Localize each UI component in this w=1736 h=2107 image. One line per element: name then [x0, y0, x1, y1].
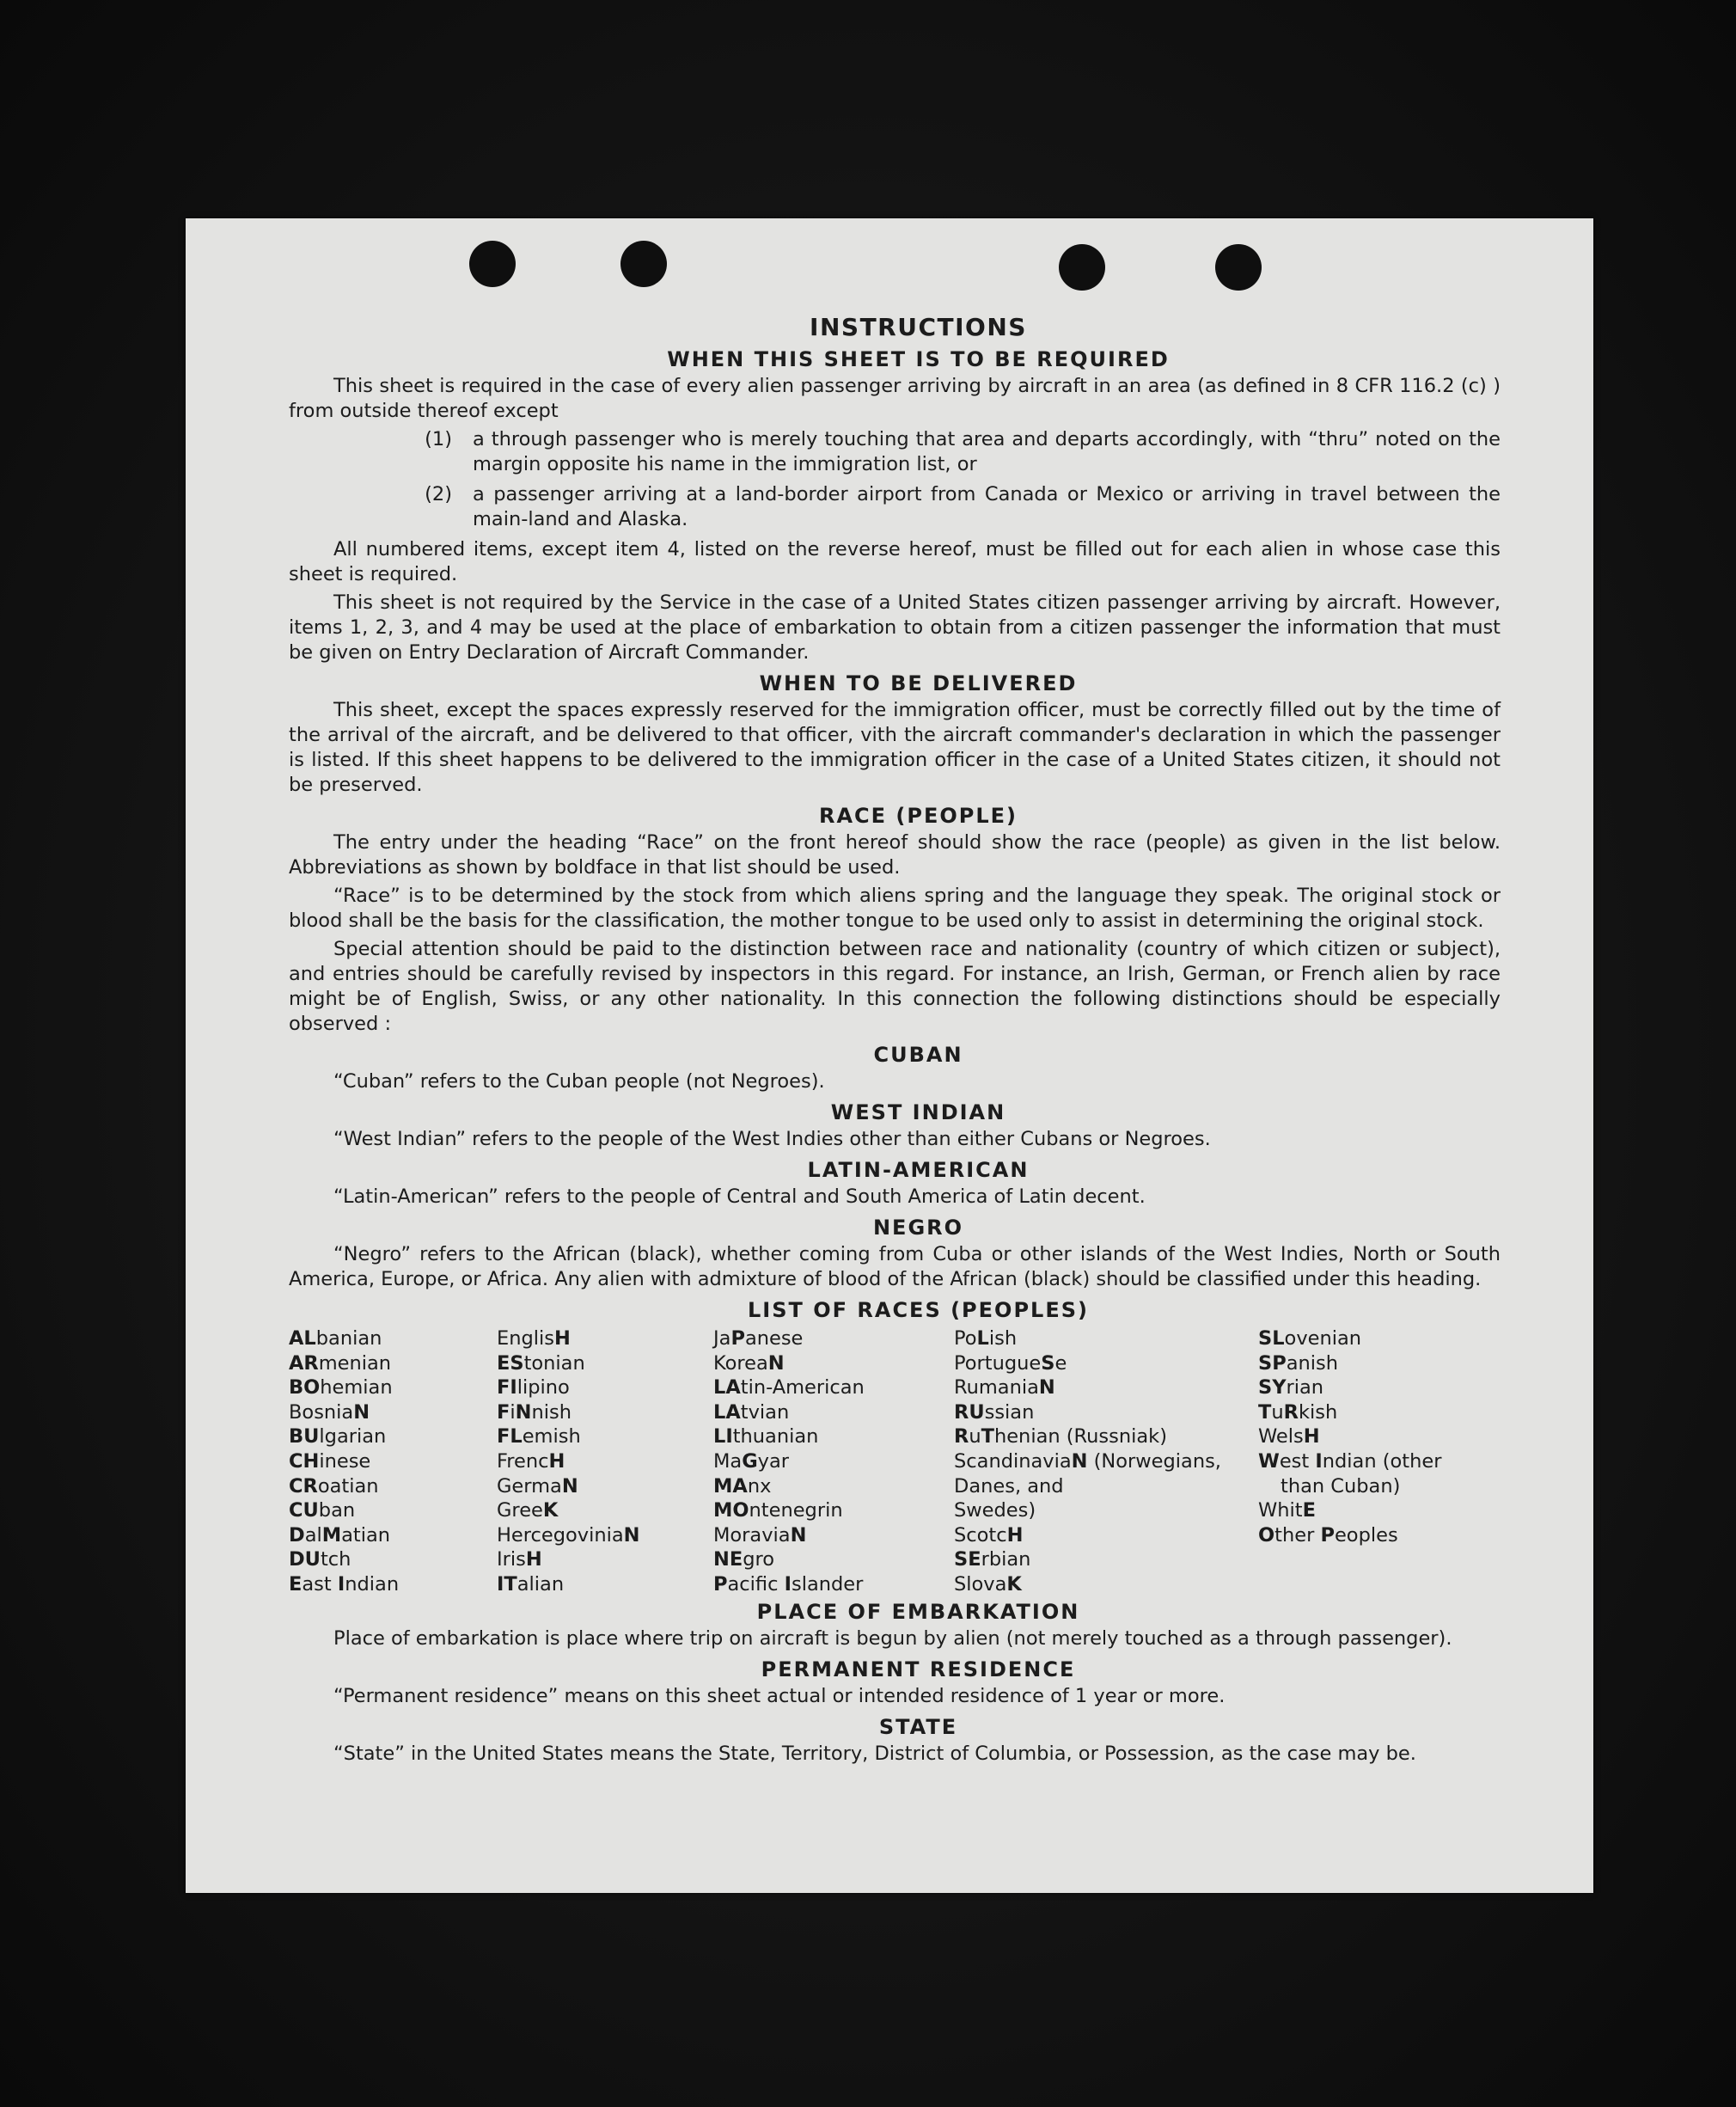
race-abbrev: G — [742, 1449, 758, 1473]
race-text: anese — [744, 1327, 804, 1350]
latin-american-text: “Latin-American” refers to the people of Central and South America of Latin decent. — [333, 1185, 1146, 1208]
race-text: Danes, and — [954, 1474, 1064, 1498]
race-entry — [289, 1474, 497, 1499]
race-abbrev: N — [767, 1351, 785, 1375]
race-text: e — [1054, 1351, 1067, 1375]
race-text: banian — [315, 1327, 382, 1350]
race-abbrev: FL — [497, 1425, 523, 1449]
race-abbrev: ES — [497, 1351, 524, 1375]
race-abbrev: P — [730, 1327, 745, 1350]
item-text: a passenger arriving at a land-border airport from Canada or Mexico or arriving in travel between the main-land and Alaska. — [473, 483, 1501, 530]
race-entry — [1258, 1498, 1501, 1523]
race-entry — [954, 1351, 1258, 1376]
race-text: (Norwegians, — [1087, 1449, 1221, 1473]
race-entry — [497, 1498, 713, 1523]
race-text: inese — [319, 1449, 371, 1473]
race-text: Gree — [497, 1499, 543, 1522]
race-abbrev: SE — [954, 1548, 981, 1571]
race-text: thuanian — [732, 1425, 819, 1449]
heading-list-of-races: LIST OF RACES (PEOPLES) — [748, 1298, 1089, 1322]
race-abbrev: N — [353, 1400, 370, 1424]
heading-when-delivered: WHEN TO BE DELIVERED — [759, 671, 1078, 695]
race-text: slander — [791, 1572, 864, 1596]
race-entry — [713, 1572, 954, 1597]
race-text: est — [1279, 1449, 1316, 1473]
heading-cuban: CUBAN — [873, 1043, 963, 1067]
race-abbrev: E — [1302, 1499, 1316, 1522]
race-text: u — [969, 1425, 981, 1449]
race-abbrev: K — [1006, 1572, 1022, 1596]
instructions-content — [289, 315, 1501, 1770]
race-abbrev: AR — [289, 1351, 319, 1375]
heading-latin-american: LATIN-AMERICAN — [807, 1158, 1030, 1182]
race-abbrev: R — [1283, 1400, 1299, 1424]
race-text: ndian (other — [1322, 1449, 1442, 1473]
race-entry — [289, 1572, 497, 1597]
race-text: emish — [522, 1425, 581, 1449]
race-abbrev: SY — [1258, 1376, 1287, 1400]
race-abbrev: N — [1071, 1449, 1088, 1473]
race-abbrev: N — [623, 1523, 640, 1547]
race-text: ish — [988, 1327, 1018, 1350]
race-text: atian — [341, 1523, 391, 1547]
race-text: Portugue — [954, 1351, 1042, 1375]
race-abbrev: LA — [713, 1400, 741, 1424]
race-para-3: Special attention should be paid to the distinction between race and nationality (country of which citizen or subject), and entries should be carefully revised by inspectors in this regard. For instance, an Irish, German, or French alien by race might be of English, Swiss, or any other nationality. In this connection the following distinctions should be especially observed : — [289, 938, 1501, 1035]
item-number: (1) — [425, 428, 452, 450]
race-text: Frenc — [497, 1449, 549, 1473]
race-text: nish — [531, 1400, 572, 1424]
race-abbrev: R — [954, 1425, 969, 1449]
race-abbrev: AL — [289, 1327, 316, 1350]
heading-negro: NEGRO — [872, 1216, 964, 1240]
race-text: tvian — [740, 1400, 790, 1424]
race-entry — [954, 1400, 1258, 1425]
punch-hole-1 — [469, 241, 516, 287]
race-abbrev: I — [1315, 1449, 1323, 1473]
embarkation-text: Place of embarkation is place where trip on aircraft is begun by alien (not merely touched as a through passenger). — [333, 1626, 1452, 1650]
race-abbrev: W — [1258, 1449, 1280, 1473]
race-text: u — [1271, 1400, 1284, 1424]
race-entry — [713, 1498, 954, 1523]
race-text: kish — [1298, 1400, 1338, 1424]
race-text: Whit — [1258, 1499, 1303, 1522]
race-entry — [1258, 1523, 1501, 1548]
state-text: “State” in the United States means the State, Territory, District of Columbia, or Possession, as the case may be. — [333, 1742, 1416, 1765]
race-abbrev: M — [321, 1523, 342, 1547]
race-entry — [954, 1326, 1258, 1351]
race-entry — [713, 1351, 954, 1376]
race-text: Ja — [713, 1327, 731, 1350]
race-entry — [1258, 1351, 1501, 1376]
exception-item-1 — [289, 427, 1501, 477]
race-entry — [289, 1400, 497, 1425]
item-number: (2) — [425, 483, 452, 505]
west-indian-text: “West Indian” refers to the people of the West Indies other than either Cubans or Negroes. — [333, 1128, 1211, 1150]
race-text: Slova — [954, 1572, 1007, 1596]
race-abbrev: S — [1041, 1351, 1055, 1375]
race-text: alian — [517, 1572, 565, 1596]
race-abbrev: DU — [289, 1548, 321, 1571]
heading-when-required: WHEN THIS SHEET IS TO BE REQUIRED — [667, 347, 1170, 371]
race-entry — [954, 1375, 1258, 1400]
races-column-1 — [289, 1326, 497, 1597]
race-text: ssian — [984, 1400, 1035, 1424]
race-abbrev: L — [976, 1327, 989, 1350]
race-abbrev: CU — [289, 1499, 319, 1522]
race-abbrev: H — [1303, 1425, 1320, 1449]
race-abbrev: LA — [713, 1376, 741, 1400]
race-entry — [497, 1351, 713, 1376]
race-text: Moravia — [713, 1523, 791, 1547]
punch-hole-2 — [620, 241, 667, 287]
punch-hole-3 — [1059, 244, 1105, 291]
race-text: tin-American — [740, 1376, 865, 1400]
race-entry — [289, 1424, 497, 1449]
race-text: Wels — [1258, 1425, 1304, 1449]
race-abbrev: FI — [497, 1376, 517, 1400]
race-abbrev: K — [542, 1499, 559, 1522]
race-text: ther — [1274, 1523, 1321, 1547]
instruction-sheet — [186, 218, 1593, 1893]
race-entry — [497, 1400, 713, 1425]
race-text: tch — [320, 1548, 351, 1571]
race-entry — [289, 1326, 497, 1351]
race-entry — [713, 1424, 954, 1449]
race-text: Hercegovinia — [497, 1523, 624, 1547]
race-entry — [954, 1449, 1258, 1474]
residence-text: “Permanent residence” means on this sheet actual or intended residence of 1 year or more. — [333, 1684, 1226, 1707]
race-text: tonian — [523, 1351, 585, 1375]
races-column-5 — [1258, 1326, 1501, 1597]
race-entry — [497, 1572, 713, 1597]
cuban-text: “Cuban” refers to the Cuban people (not Negroes). — [333, 1070, 825, 1093]
race-abbrev: SL — [1258, 1327, 1285, 1350]
race-entry — [954, 1547, 1258, 1572]
race-entry — [713, 1449, 954, 1474]
race-abbrev: RU — [954, 1400, 985, 1424]
races-column-2 — [497, 1326, 713, 1597]
race-text: Englis — [497, 1327, 554, 1350]
race-text: yar — [757, 1449, 790, 1473]
when-required-para-3: This sheet is not required by the Service in the case of a United States citizen passenger arriving by aircraft. However, items 1, 2, 3, and 4 may be used at the place of embarkation to obtain from a citizen passenger the information that must be given on Entry Declaration of Aircraft Commander. — [289, 591, 1501, 664]
race-entry — [713, 1326, 954, 1351]
race-entry — [713, 1547, 954, 1572]
race-abbrev: E — [289, 1572, 303, 1596]
race-abbrev: D — [289, 1523, 305, 1547]
race-entry — [497, 1547, 713, 1572]
race-text: Swedes) — [954, 1499, 1036, 1522]
race-entry — [497, 1375, 713, 1400]
page-title: INSTRUCTIONS — [810, 313, 1027, 341]
negro-text: “Negro” refers to the African (black), whether coming from Cuba or other islands of the West Indies, North or South America, Europe, or Africa. Any alien with admixture of blood of the African (black) should be classified under this heading. — [289, 1243, 1501, 1290]
race-text: nx — [747, 1474, 772, 1498]
race-abbrev: O — [1258, 1523, 1275, 1547]
race-text: Scandinavia — [954, 1449, 1072, 1473]
race-text: ntenegrin — [749, 1499, 843, 1522]
race-entry — [497, 1474, 713, 1499]
race-text: Korea — [713, 1351, 768, 1375]
race-abbrev: P — [1320, 1523, 1335, 1547]
punch-hole-4 — [1215, 244, 1262, 291]
race-text: ndian — [345, 1572, 400, 1596]
race-abbrev: IT — [497, 1572, 517, 1596]
race-abbrev: H — [553, 1327, 571, 1350]
race-abbrev: T — [1258, 1400, 1272, 1424]
race-entry — [954, 1424, 1258, 1449]
race-abbrev: SP — [1258, 1351, 1287, 1375]
race-text: anish — [1286, 1351, 1338, 1375]
race-abbrev: N — [1038, 1376, 1055, 1400]
race-text: al — [304, 1523, 322, 1547]
item-text: a through passenger who is merely touching that area and departs accordingly, with “thru” noted on the margin opposite his name in the immigration list, or — [473, 428, 1501, 475]
race-text: ban — [318, 1499, 356, 1522]
race-abbrev: F — [497, 1400, 510, 1424]
race-text: rbian — [981, 1548, 1031, 1571]
race-abbrev: N — [515, 1400, 532, 1424]
race-entry — [713, 1375, 954, 1400]
race-text: gro — [743, 1548, 775, 1571]
race-entry — [1258, 1449, 1501, 1474]
race-para-1: The entry under the heading “Race” on the front hereof should show the race (people) as given in the list below. Abbreviations as shown by boldface in that list should be used. — [289, 831, 1501, 879]
race-abbrev: N — [561, 1474, 578, 1498]
race-text: than Cuban) — [1281, 1474, 1401, 1498]
heading-west-indian: WEST INDIAN — [830, 1100, 1006, 1124]
race-entry — [289, 1351, 497, 1376]
race-entry — [954, 1572, 1258, 1597]
race-abbrev: H — [1006, 1523, 1024, 1547]
race-entry — [954, 1474, 1258, 1499]
exception-item-2 — [289, 482, 1501, 532]
races-column-3 — [713, 1326, 954, 1597]
race-entry — [954, 1498, 1258, 1523]
race-entry — [713, 1400, 954, 1425]
race-entry — [289, 1449, 497, 1474]
race-entry — [1258, 1375, 1501, 1400]
race-entry — [1258, 1326, 1501, 1351]
race-text: hemian — [320, 1376, 393, 1400]
race-abbrev: H — [525, 1548, 542, 1571]
race-abbrev: MO — [713, 1499, 749, 1522]
race-abbrev: T — [981, 1425, 994, 1449]
race-abbrev: MA — [713, 1474, 748, 1498]
race-abbrev: H — [548, 1449, 565, 1473]
race-text: acific — [727, 1572, 785, 1596]
race-entry — [954, 1523, 1258, 1548]
race-abbrev: N — [790, 1523, 807, 1547]
when-delivered-para: This sheet, except the spaces expressly reserved for the immigration officer, must be correctly filled out by the time of the arrival of the aircraft, and be delivered to that officer, vith the aircraft commander's declaration in which the passenger is listed. If this sheet happens to be delivered to the immigration officer in the case of a United States citizen, it should not be preserved. — [289, 699, 1501, 796]
race-text: menian — [318, 1351, 392, 1375]
race-abbrev: CR — [289, 1474, 318, 1498]
race-text: i — [510, 1400, 516, 1424]
race-abbrev: I — [784, 1572, 792, 1596]
race-entry — [497, 1449, 713, 1474]
race-abbrev: CH — [289, 1449, 320, 1473]
heading-state: STATE — [878, 1714, 958, 1739]
race-text: Ma — [713, 1449, 743, 1473]
race-entry — [289, 1498, 497, 1523]
race-abbrev: LI — [713, 1425, 733, 1449]
race-text: lipino — [517, 1376, 570, 1400]
race-entry — [289, 1375, 497, 1400]
race-abbrev: I — [337, 1572, 345, 1596]
race-entry — [497, 1523, 713, 1548]
race-text: Bosnia — [289, 1400, 354, 1424]
heading-race: RACE (PEOPLE) — [818, 804, 1018, 828]
races-column-4 — [954, 1326, 1258, 1597]
race-text: Rumania — [954, 1376, 1039, 1400]
when-required-intro: This sheet is required in the case of every alien passenger arriving by aircraft in an area (as defined in 8 CFR 116.2 (c) ) from outside thereof except — [289, 375, 1501, 422]
race-text: ast — [302, 1572, 338, 1596]
race-text: Iris — [497, 1548, 526, 1571]
race-abbrev: BO — [289, 1376, 321, 1400]
race-text: rian — [1286, 1376, 1324, 1400]
races-list — [289, 1326, 1501, 1597]
race-abbrev: P — [713, 1572, 728, 1596]
race-entry — [1258, 1424, 1501, 1449]
race-entry — [713, 1523, 954, 1548]
race-text: henian (Russniak) — [993, 1425, 1167, 1449]
race-entry — [497, 1326, 713, 1351]
race-para-2: “Race” is to be determined by the stock from which aliens spring and the language they speak. The original stock or blood shall be the basis for the classification, the mother tongue to be used only to assist in determining the original stock. — [289, 885, 1501, 932]
race-abbrev: BU — [289, 1425, 320, 1449]
race-abbrev: NE — [713, 1548, 743, 1571]
race-text: Scotc — [954, 1523, 1007, 1547]
race-entry — [289, 1547, 497, 1572]
race-text: Po — [954, 1327, 977, 1350]
race-entry — [713, 1474, 954, 1499]
race-entry — [1258, 1474, 1501, 1499]
race-text: ovenian — [1284, 1327, 1362, 1350]
when-required-para-2: All numbered items, except item 4, listed on the reverse hereof, must be filled out for each alien in whose case this sheet is required. — [289, 538, 1501, 585]
heading-embarkation: PLACE OF EMBARKATION — [756, 1599, 1080, 1624]
heading-permanent-residence: PERMANENT RESIDENCE — [761, 1657, 1076, 1681]
race-text: lgarian — [319, 1425, 387, 1449]
race-text: oatian — [317, 1474, 379, 1498]
race-entry — [497, 1424, 713, 1449]
race-text: eoples — [1334, 1523, 1398, 1547]
race-entry — [1258, 1400, 1501, 1425]
race-text: Germa — [497, 1474, 562, 1498]
race-entry — [289, 1523, 497, 1548]
